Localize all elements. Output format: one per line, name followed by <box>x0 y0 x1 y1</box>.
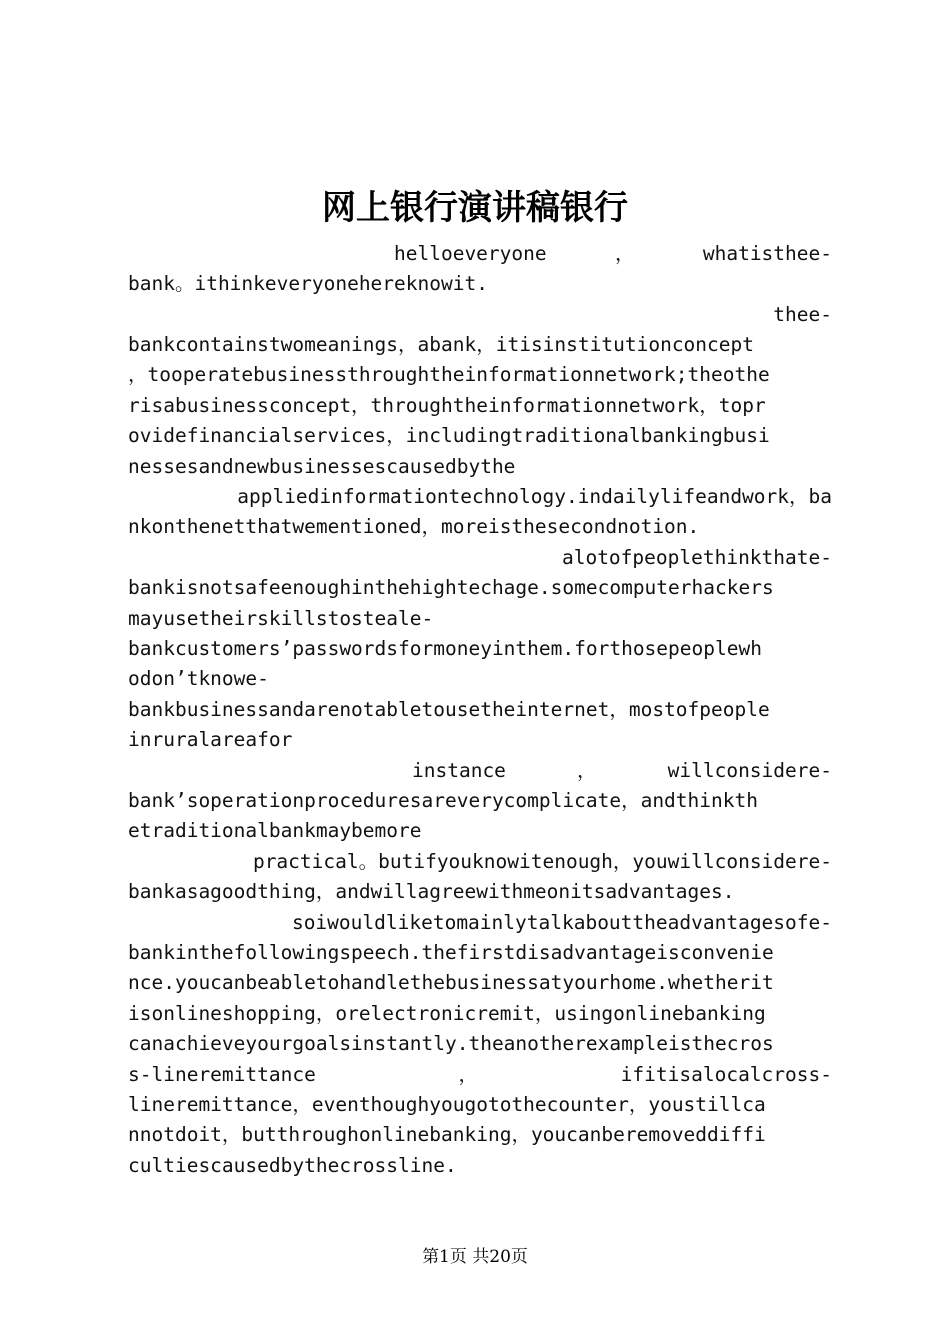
text-line: bankasagoodthing，andwillagreewithmeonitsadvantages. <box>128 880 735 903</box>
text-line: nce.youcanbeabletohandlethebusinessatyourhome.whetherit <box>128 971 774 994</box>
text-line: ，tooperatebusinessthroughtheinformationnetwork;theothe <box>128 363 770 386</box>
text-line: lineremittance，eventhoughyougotothecounter，youstillca <box>128 1093 766 1116</box>
text-line: bank。ithinkeveryonehereknowit. <box>128 272 488 295</box>
text-line: alotofpeoplethinkthate- <box>561 546 832 569</box>
text-line: risabusinessconcept，throughtheinformationnetwork，topr <box>128 394 766 417</box>
text-line: ovidefinancialservices，includingtraditionalbankingbusi <box>128 424 770 447</box>
text-line: bankbusinessandarenotabletousetheinternet，mostofpeople <box>128 698 770 721</box>
text-word: ， <box>577 759 597 782</box>
text-line: soiwouldliketomainlytalkabouttheadvantagesofe- <box>291 911 832 934</box>
page-footer: 第1页 共20页 <box>422 1247 528 1267</box>
text-line <box>128 756 832 786</box>
text-word: helloeveryone <box>394 242 547 265</box>
text-line: nkonthenetthatwementioned，moreisthesecondnotion. <box>128 515 700 538</box>
text-line: mayusetheirskillstosteale- <box>128 607 434 630</box>
text-word: ， <box>458 1063 479 1086</box>
text-line <box>128 1060 832 1090</box>
text-line: bankcontainstwomeanings，abank，itisinstitutionconcept <box>128 333 754 356</box>
text-word: s-lineremittance <box>128 1063 316 1086</box>
text-line: thee- <box>773 303 832 326</box>
text-word: ifitisalocalcross- <box>620 1063 832 1086</box>
text-word: willconsidere- <box>667 759 832 782</box>
text-word: ， <box>614 242 635 265</box>
text-line: isonlineshopping，orelectronicremit，usingonlinebanking <box>128 1002 766 1025</box>
document-title: 网上银行演讲稿银行 <box>322 188 628 228</box>
text-line: practical。butifyouknowitenough，youwillconsidere- <box>252 850 832 873</box>
text-line: nnotdoit，butthroughonlinebanking，youcanberemoveddiffi <box>128 1123 766 1146</box>
text-line: etraditionalbankmaybemore <box>128 819 422 842</box>
text-line: appliedinformationtechnology.indailylifeandwork，ba <box>237 485 832 508</box>
text-line: bank’soperationproceduresareverycomplicate，andthinkth <box>128 789 758 812</box>
text-line: inruralareafor <box>128 728 293 751</box>
text-line: cultiescausedbythecrossline. <box>128 1154 457 1177</box>
text-word: whatisthee- <box>702 242 832 265</box>
text-line: canachieveyourgoalsinstantly.theanotherexampleisthecros <box>128 1032 774 1055</box>
text-line: nessesandnewbusinessescausedbythe <box>128 455 516 478</box>
text-line <box>128 239 832 269</box>
text-line: bankcustomers’passwordsformoneyinthem.forthosepeoplewh <box>128 637 762 660</box>
text-line: odon’tknowe- <box>128 667 269 690</box>
text-word: instance <box>412 759 506 782</box>
text-line: bankisnotsafeenoughinthehightechage.somecomputerhackers <box>128 576 774 599</box>
text-line: bankinthefollowingspeech.thefirstdisadvantageisconvenie <box>128 941 774 964</box>
